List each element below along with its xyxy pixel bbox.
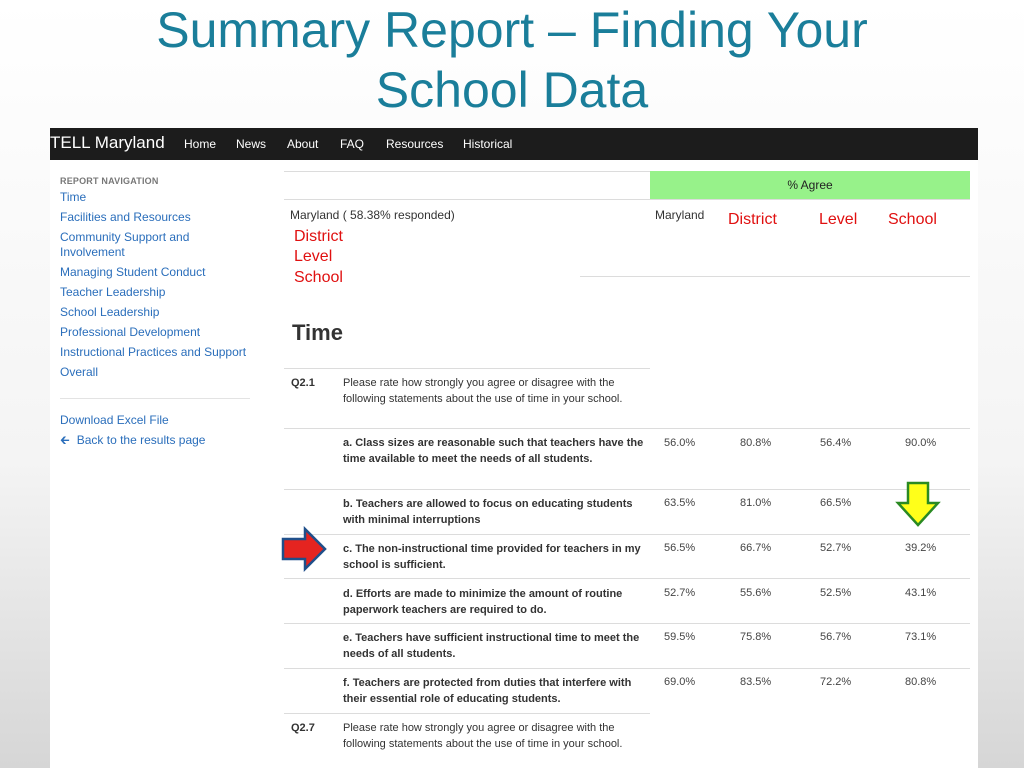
row-school-annotation: School	[294, 269, 343, 286]
column-level-annotation: Level	[819, 211, 858, 228]
value-district: 80.8%	[740, 437, 772, 449]
respondents-label: Maryland ( 58.38% responded)	[290, 208, 455, 222]
value-district: 55.6%	[740, 587, 772, 599]
header-rule	[284, 199, 970, 200]
value-school: 80.8%	[905, 676, 937, 688]
slide-title-line-1: Summary Report – Finding Your	[156, 2, 868, 58]
nav-resources[interactable]: Resources	[386, 137, 444, 151]
row-rule	[284, 489, 970, 490]
row-rule	[284, 668, 970, 669]
back-to-results-link[interactable]	[60, 433, 260, 448]
nav-faq[interactable]: FAQ	[340, 137, 365, 151]
value-school: 43.1%	[905, 587, 937, 599]
brand-link[interactable]: TELL Maryland	[50, 133, 165, 152]
value-level: 56.7%	[820, 631, 852, 643]
sidebar-item-instructional-practices[interactable]: Instructional Practices and Support	[60, 345, 247, 359]
top-navbar	[50, 128, 978, 160]
slide-title-line-2: School Data	[375, 62, 649, 118]
back-to-results-label: Back to the results page	[76, 433, 206, 447]
row-district-annotation: District	[294, 228, 343, 245]
arrow-left-icon: 🡰	[60, 433, 70, 447]
red-arrow-icon	[280, 526, 328, 574]
sidebar-item-professional-development[interactable]: Professional Development	[60, 325, 201, 339]
value-district: 81.0%	[740, 497, 772, 509]
value-maryland: 56.0%	[664, 437, 696, 449]
sidebar-item-facilities[interactable]: Facilities and Resources	[60, 210, 191, 224]
slide-title	[0, 0, 1024, 128]
value-level: 52.5%	[820, 587, 852, 599]
sidebar-item-overall[interactable]: Overall	[60, 365, 99, 379]
column-district-annotation: District	[728, 211, 777, 228]
value-level: 56.4%	[820, 437, 852, 449]
nav-home[interactable]: Home	[184, 137, 217, 151]
question-text-q2-1: Please rate how strongly you agree or disagree with the following statements about the use of time in your school.	[343, 377, 623, 405]
report-screenshot	[50, 128, 978, 768]
sidebar-divider	[60, 398, 250, 399]
percent-agree-header: % Agree	[650, 171, 970, 199]
column-maryland: Maryland	[655, 208, 705, 222]
section-rule	[284, 368, 650, 369]
report-navigation-heading: REPORT NAVIGATION	[60, 176, 159, 186]
row-rule	[284, 713, 650, 714]
sidebar-item-school-leadership[interactable]: School Leadership	[60, 305, 160, 319]
table-top-rule	[284, 171, 650, 172]
value-maryland: 69.0%	[664, 676, 696, 688]
question-number-q2-7: Q2.7	[291, 722, 315, 734]
statement-a: a. Class sizes are reasonable such that teachers have the time available to meet the needs of all students.	[343, 437, 644, 465]
statement-c: c. The non-instructional time provided for teachers in my school is sufficient.	[343, 543, 641, 571]
statement-f: f. Teachers are protected from duties that interfere with their essential role of educating students.	[343, 677, 632, 705]
sidebar-item-time[interactable]: Time	[60, 190, 87, 204]
value-maryland: 56.5%	[664, 542, 696, 554]
value-maryland: 52.7%	[664, 587, 696, 599]
nav-historical[interactable]: Historical	[463, 137, 513, 151]
row-rule	[284, 534, 970, 535]
question-number-q2-1: Q2.1	[291, 377, 315, 389]
value-school: 39.2%	[905, 542, 937, 554]
nav-news[interactable]: News	[236, 137, 267, 151]
sidebar-item-student-conduct[interactable]: Managing Student Conduct	[60, 265, 206, 279]
yellow-arrow-icon	[895, 480, 941, 528]
value-maryland: 63.5%	[664, 497, 696, 509]
value-district: 66.7%	[740, 542, 772, 554]
sidebar-item-community[interactable]: Community Support and Involvement	[60, 230, 190, 259]
value-maryland: 59.5%	[664, 631, 696, 643]
row-rule	[284, 428, 970, 429]
row-rule	[284, 578, 970, 579]
column-school-annotation: School	[888, 211, 937, 228]
value-level: 66.5%	[820, 497, 852, 509]
download-excel-link[interactable]: Download Excel File	[60, 413, 169, 427]
respondents-rule	[580, 276, 970, 277]
nav-about[interactable]: About	[287, 137, 319, 151]
statement-d: d. Efforts are made to minimize the amount of routine paperwork teachers are required to do.	[343, 588, 623, 616]
value-level: 52.7%	[820, 542, 852, 554]
sidebar-item-teacher-leadership[interactable]: Teacher Leadership	[60, 285, 166, 299]
report-navigation	[60, 176, 260, 448]
section-title-time: Time	[292, 320, 343, 345]
row-level-annotation: Level	[294, 248, 333, 265]
value-district: 83.5%	[740, 676, 772, 688]
value-school: 90.0%	[905, 437, 937, 449]
value-school: 73.1%	[905, 631, 937, 643]
question-text-q2-7: Please rate how strongly you agree or disagree with the following statements about the use of time in your school.	[343, 722, 623, 750]
value-level: 72.2%	[820, 676, 852, 688]
statement-e: e. Teachers have sufficient instructional time to meet the needs of all students.	[343, 632, 640, 660]
statement-b: b. Teachers are allowed to focus on educating students with minimal interruptions	[343, 498, 633, 526]
row-rule	[284, 623, 970, 624]
value-district: 75.8%	[740, 631, 772, 643]
